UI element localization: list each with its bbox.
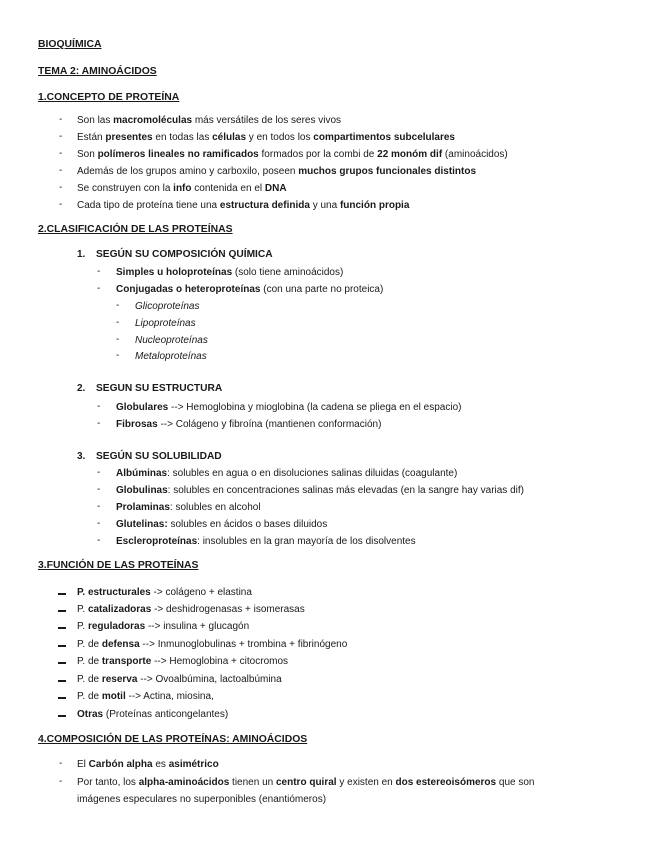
text-run: : insolubles en la gran mayoría de los disolventes <box>197 536 416 547</box>
list-dash: - <box>59 199 63 210</box>
text-run: P. de <box>77 674 102 685</box>
list-item <box>116 283 383 296</box>
list-dash: - <box>59 776 63 787</box>
bold-text: Escleroproteínas <box>116 536 198 547</box>
text-run: --> Colágeno y fibroína (mantienen conformación) <box>157 419 382 430</box>
text-run: El <box>77 759 89 770</box>
bold-text: Globulares <box>116 402 169 413</box>
list-dash: - <box>97 418 101 429</box>
text-run: P. de <box>77 656 102 667</box>
bold-text: DNA <box>264 183 287 194</box>
list-dash: - <box>116 334 120 345</box>
text-run: Se construyen con la <box>77 183 174 194</box>
list-dash <box>58 627 66 629</box>
text-run: en todas las <box>152 132 213 143</box>
text-run: : solubles en concentraciones salinas más elevadas (en la sangre hay varias dif) <box>167 485 524 496</box>
list-item <box>77 182 287 195</box>
text-run: Cada tipo de proteína tiene una <box>77 200 220 211</box>
text-run: (con una parte no proteica) <box>260 284 384 295</box>
list-item <box>77 673 282 686</box>
list-dash: - <box>59 182 63 193</box>
text-run: (solo tiene aminoácidos) <box>232 267 344 278</box>
list-dash: - <box>59 131 63 142</box>
text-run: que son <box>496 777 535 788</box>
list-item <box>77 620 249 633</box>
list-item <box>77 603 305 616</box>
list-item <box>77 586 252 599</box>
list-dash: - <box>97 467 101 478</box>
text-run: y una <box>309 200 340 211</box>
list-item <box>116 518 327 531</box>
document-title: BIOQUÍMICA <box>38 39 102 50</box>
section-3-heading: 3.FUNCIÓN DE LAS PROTEÍNAS <box>38 560 199 571</box>
text-run: P. de <box>77 639 102 650</box>
list-dash: - <box>116 300 120 311</box>
list-dash <box>58 645 66 647</box>
list-dash: - <box>116 350 120 361</box>
list-item <box>116 484 524 497</box>
list-item <box>77 131 455 144</box>
bold-text: Otras <box>77 709 104 720</box>
bold-text: Albúminas <box>116 468 168 479</box>
subsection-number: 1. <box>77 249 86 260</box>
list-dash: - <box>59 165 63 176</box>
text-run: : solubles en agua o en disoluciones salinas diluidas (coagulante) <box>167 468 458 479</box>
list-dash <box>58 697 66 699</box>
bold-text: transporte <box>101 656 152 667</box>
bold-text: motil <box>101 691 126 702</box>
text-run: --> Hemoglobina y mioglobina (la cadena se pliega en el espacio) <box>168 402 462 413</box>
list-dash: - <box>97 535 101 546</box>
bold-text: presentes <box>105 132 153 143</box>
list-item <box>116 467 457 480</box>
text-run: --> Inmunoglobulinas + trombina + fibrinógeno <box>139 639 348 650</box>
text-run: tienen un <box>229 777 276 788</box>
list-item <box>77 655 288 668</box>
list-item <box>77 199 409 212</box>
topic-heading: TEMA 2: AMINOÁCIDOS <box>38 66 157 77</box>
bold-text: Globulinas <box>116 485 168 496</box>
bold-text: dos estereoisómeros <box>395 777 497 788</box>
bold-text: compartimentos subcelulares <box>313 132 455 143</box>
subsection-number: 2. <box>77 383 86 394</box>
text-run: formados por la combi de <box>258 149 378 160</box>
bold-text: polímeros lineales no ramificados <box>97 149 259 160</box>
nested-item: Lipoproteínas <box>135 318 196 329</box>
list-item <box>77 114 341 127</box>
bold-text: Glutelinas: <box>116 519 168 530</box>
bold-text: centro quiral <box>276 777 337 788</box>
list-dash: - <box>97 283 101 294</box>
list-item <box>77 638 347 651</box>
subsection-title: SEGUN SU ESTRUCTURA <box>96 383 223 394</box>
text-run: más versátiles de los seres vivos <box>192 115 342 126</box>
text-run: --> insulina + glucagón <box>145 621 250 632</box>
bold-text: macromoléculas <box>113 115 193 126</box>
list-item <box>116 401 461 414</box>
text-run: contenida en el <box>191 183 265 194</box>
text-run: Están <box>77 132 106 143</box>
section-2-heading: 2.CLASIFICACIÓN DE LAS PROTEÍNAS <box>38 224 233 235</box>
bold-text: asimétrico <box>168 759 219 770</box>
nested-item: Glicoproteínas <box>135 301 200 312</box>
list-dash <box>58 593 66 595</box>
text-run: --> Ovoalbúmina, lactoalbúmina <box>137 674 282 685</box>
list-dash: - <box>97 401 101 412</box>
bold-text: células <box>212 132 247 143</box>
text-run: Por tanto, los <box>77 777 139 788</box>
bold-text: P. estructurales <box>77 587 151 598</box>
list-dash: - <box>59 114 63 125</box>
text-run: Son las <box>77 115 114 126</box>
text-run: es <box>152 759 169 770</box>
text-run: --> Actina, miosina, <box>125 691 214 702</box>
text-run: -> deshidrogenasas + isomerasas <box>151 604 305 615</box>
bold-text: reguladoras <box>87 621 146 632</box>
bold-text: Prolaminas <box>116 502 170 513</box>
subsection-title: SEGÚN SU COMPOSICIÓN QUÍMICA <box>96 249 273 260</box>
list-item <box>77 708 228 721</box>
list-dash: - <box>97 501 101 512</box>
list-item <box>116 418 381 431</box>
list-item <box>116 501 261 514</box>
list-item <box>77 690 214 703</box>
text-run: Son <box>77 149 98 160</box>
list-dash: - <box>97 518 101 529</box>
nested-item: Nucleoproteínas <box>135 335 208 346</box>
text-run: y en todos los <box>246 132 314 143</box>
bold-text: 22 monóm dif <box>377 149 443 160</box>
list-dash: - <box>59 758 63 769</box>
text-run: solubles en ácidos o bases diluidos <box>167 519 328 530</box>
bold-text: función propia <box>339 200 410 211</box>
bold-text: estructura definida <box>219 200 310 211</box>
text-run: : solubles en alcohol <box>169 502 261 513</box>
list-item <box>77 148 508 161</box>
bold-text: reserva <box>101 674 138 685</box>
section-4-heading: 4.COMPOSICIÓN DE LAS PROTEÍNAS: AMINOÁCIDOS <box>38 734 308 745</box>
bold-text: alpha-aminoácidos <box>138 777 230 788</box>
list-dash: - <box>59 148 63 159</box>
section-1-heading: 1.CONCEPTO DE PROTEÍNA <box>38 92 180 103</box>
bold-text: info <box>173 183 192 194</box>
list-dash: - <box>97 266 101 277</box>
text-run: P. <box>77 621 88 632</box>
text-run: --> Hemoglobina + citocromos <box>151 656 289 667</box>
subsection-number: 3. <box>77 451 86 462</box>
bold-text: Carbón alpha <box>88 759 153 770</box>
list-item <box>116 535 416 548</box>
list-dash <box>58 610 66 612</box>
text-run: -> colágeno + elastina <box>150 587 252 598</box>
bold-text: muchos grupos funcionales distintos <box>298 166 477 177</box>
list-item <box>77 165 476 178</box>
list-dash: - <box>116 317 120 328</box>
text-run: P. <box>77 604 88 615</box>
list-item <box>77 758 219 771</box>
list-dash <box>58 715 66 717</box>
list-item <box>116 266 343 279</box>
text-run: y existen en <box>336 777 396 788</box>
bold-text: Simples u holoproteínas <box>116 267 233 278</box>
text-run: P. de <box>77 691 102 702</box>
list-dash <box>58 662 66 664</box>
subsection-title: SEGÚN SU SOLUBILIDAD <box>96 451 222 462</box>
nested-item: Metaloproteínas <box>135 351 207 362</box>
text-run: (aminoácidos) <box>442 149 508 160</box>
bold-text: Conjugadas o heteroproteínas <box>116 284 261 295</box>
list-item <box>77 776 534 789</box>
bold-text: Fibrosas <box>116 419 158 430</box>
bold-text: catalizadoras <box>87 604 152 615</box>
bold-text: defensa <box>101 639 140 650</box>
list-dash <box>58 680 66 682</box>
list-dash: - <box>97 484 101 495</box>
text-run: Además de los grupos amino y carboxilo, poseen <box>77 166 299 177</box>
text-run: (Proteínas anticongelantes) <box>103 709 229 720</box>
list-item-continuation: imágenes especulares no superponibles (enantiómeros) <box>77 794 327 805</box>
